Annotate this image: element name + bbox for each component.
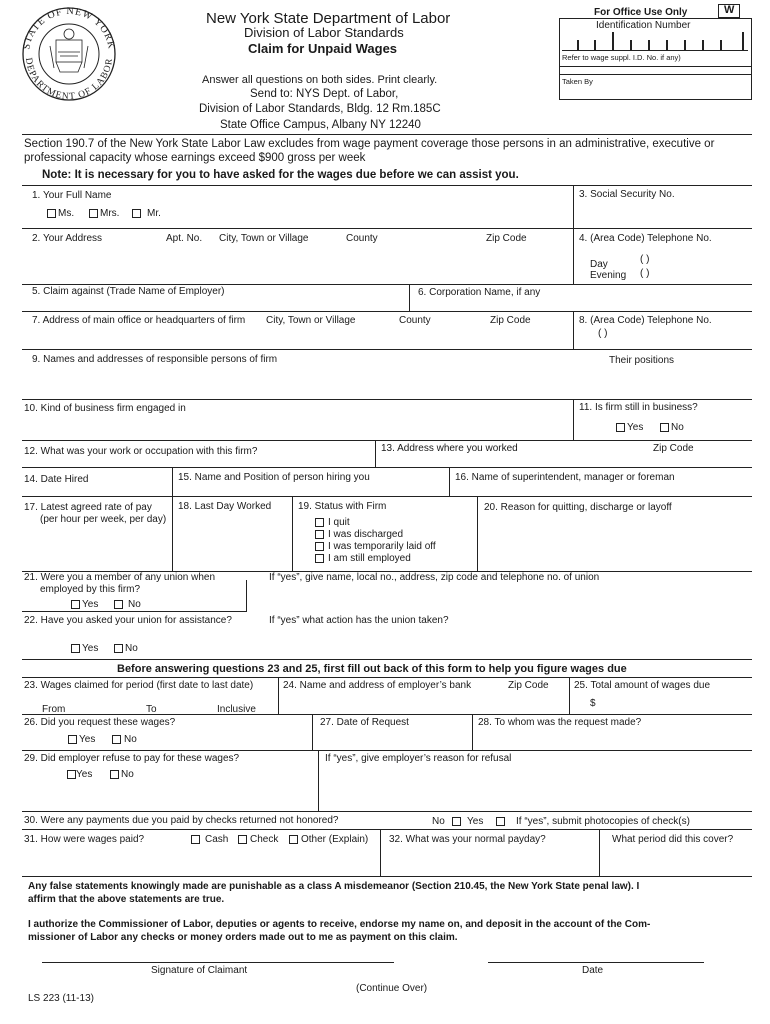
zip-label: Zip Code — [486, 233, 527, 244]
q30-no-label: No — [432, 816, 445, 827]
q2-address-label: 2. Your Address — [32, 233, 103, 244]
q10-business-label: 10. Kind of business firm engaged in — [24, 403, 186, 414]
evening-label: Evening — [590, 270, 627, 281]
svg-text:DEPARTMENT OF LABOR — [23, 57, 115, 102]
refer-label: Refer to wage suppl. I.D. No. if any) — [562, 53, 681, 62]
q1-full-name-label: 1. Your Full Name — [32, 190, 112, 201]
q7-county-label: County — [399, 315, 431, 326]
section-text-1: Section 190.7 of the New York State Labor Law excludes from wage payment coverage those persons in an administrative, executive or — [24, 138, 715, 150]
q21-yes-checkbox[interactable] — [71, 600, 80, 609]
q11-yes-label: Yes — [627, 422, 644, 433]
q32-payday-label: 32. What was your normal payday? — [389, 834, 546, 845]
office-code: W — [724, 4, 735, 16]
q14-date-hired-label: 14. Date Hired — [24, 474, 89, 485]
q29-yes-label: Yes — [76, 769, 93, 780]
q27-date-request-label: 27. Date of Request — [320, 717, 409, 728]
q16-superintendent-label: 16. Name of superintendent, manager or foreman — [455, 472, 675, 483]
q22-yes-label: Yes — [82, 643, 99, 654]
day-paren: ( ) — [640, 254, 650, 265]
q25-total-label: 25. Total amount of wages due — [574, 680, 711, 691]
q26-yes-label: Yes — [79, 734, 96, 745]
mr-label: Mr. — [147, 208, 161, 219]
q15-hiring-person-label: 15. Name and Position of person hiring you — [178, 472, 370, 483]
false-statement-line-1: Any false statements knowingly made are punishable as a class A misdemeanor (Section 210.45, the New York State penal law). I — [28, 881, 640, 892]
seal-top-text: STATE OF NEW YORK — [21, 6, 117, 51]
q11-no-label: No — [671, 422, 684, 433]
q9-persons-label: 9. Names and addresses of responsible persons of firm — [32, 354, 278, 365]
q8-paren: ( ) — [598, 328, 608, 339]
q29-refuse-label: 29. Did employer refuse to pay for these wages? — [24, 753, 240, 764]
form-number: LS 223 (11-13) — [28, 993, 94, 1004]
q24-bank-label: 24. Name and address of employer’s bank — [283, 680, 472, 691]
q4-phone-label: 4. (Area Code) Telephone No. — [579, 233, 712, 244]
dollar-sign: $ — [590, 698, 596, 709]
q29-no-checkbox[interactable] — [110, 770, 119, 779]
check-label: Check — [250, 834, 279, 845]
note-text: Note: It is necessary for you to have asked for the wages due before we can assist you. — [42, 169, 519, 181]
q22-no-checkbox[interactable] — [114, 644, 123, 653]
q19-discharged-label: I was discharged — [328, 529, 404, 540]
q3-ssn-label: 3. Social Security No. — [579, 189, 675, 200]
q28-whom-label: 28. To whom was the request made? — [478, 717, 642, 728]
id-number-label: Identification Number — [596, 20, 691, 31]
q30-if-yes-label: If “yes”, submit photocopies of check(s) — [516, 816, 690, 827]
q11-no-checkbox[interactable] — [660, 423, 669, 432]
q30-yes-label: Yes — [467, 816, 484, 827]
mrs-checkbox[interactable] — [89, 209, 98, 218]
q21-union-member-label: 21. Were you a member of any union when — [24, 572, 216, 583]
q26-yes-checkbox[interactable] — [68, 735, 77, 744]
send-to-text: Send to: NYS Dept. of Labor, — [250, 88, 399, 100]
q21-no-label: No — [128, 599, 141, 610]
q17-rate-label: 17. Latest agreed rate of pay — [24, 502, 152, 513]
other-label: Other (Explain) — [301, 834, 369, 845]
q22-yes-checkbox[interactable] — [71, 644, 80, 653]
city-label: City, Town or Village — [219, 233, 309, 244]
q7-zip-label: Zip Code — [490, 315, 531, 326]
q22-if-yes-label: If “yes” what action has the union taken? — [269, 615, 449, 626]
q13-work-address-label: 13. Address where you worked — [381, 443, 518, 454]
q19-still-employed-label: I am still employed — [328, 553, 411, 564]
q29-if-yes-label: If “yes”, give employer’s reason for refusal — [325, 753, 512, 764]
positions-label: Their positions — [609, 355, 675, 366]
to-label: To — [146, 704, 157, 715]
q17-rate-sub-label: (per hour per week, per day) — [40, 514, 167, 525]
q11-yes-checkbox[interactable] — [616, 423, 625, 432]
before-answering-note: Before answering questions 23 and 25, first fill out back of this form to help you figure wages due — [117, 663, 627, 675]
q19-quit-label: I quit — [328, 517, 350, 528]
authorize-line-2: missioner of Labor any checks or money orders made out to me as payment on this claim. — [28, 932, 458, 943]
ms-checkbox[interactable] — [47, 209, 56, 218]
section-text-2: professional capacity whose earnings exceed $900 gross per week — [24, 152, 366, 164]
q21-if-yes-label: If “yes”, give name, local no., address, zip code and telephone no. of union — [269, 572, 600, 583]
q21-union-member-sub-label: employed by this firm? — [40, 584, 141, 595]
form-title: Claim for Unpaid Wages — [248, 41, 398, 56]
q11-still-business-label: 11. Is firm still in business? — [579, 402, 698, 413]
q6-corporation-label: 6. Corporation Name, if any — [418, 287, 541, 298]
q13-zip-label: Zip Code — [653, 443, 694, 454]
q19-laid-off-checkbox[interactable] — [315, 542, 324, 551]
q26-request-label: 26. Did you request these wages? — [24, 717, 176, 728]
q5-employer-label: 5. Claim against (Trade Name of Employer) — [32, 286, 225, 297]
false-statement-line-2: affirm that the above statements are true. — [28, 894, 225, 905]
q22-no-label: No — [125, 643, 138, 654]
inclusive-label: Inclusive — [217, 704, 256, 715]
county-label: County — [346, 233, 378, 244]
send-address-1: Division of Labor Standards, Bldg. 12 Rm.185C — [199, 103, 441, 115]
svg-text:STATE OF NEW YORK — [21, 6, 117, 50]
apt-label: Apt. No. — [166, 233, 203, 244]
signature-label: Signature of Claimant — [151, 965, 248, 976]
ms-label: Ms. — [58, 208, 75, 219]
period-cover-label: What period did this cover? — [612, 834, 734, 845]
q18-last-day-label: 18. Last Day Worked — [178, 501, 272, 512]
q19-status-label: 19. Status with Firm — [298, 501, 387, 512]
send-address-2: State Office Campus, Albany NY 12240 — [220, 119, 421, 131]
cash-checkbox[interactable] — [191, 835, 200, 844]
day-label: Day — [590, 259, 608, 270]
cash-label: Cash — [205, 834, 229, 845]
q8-phone-label: 8. (Area Code) Telephone No. — [579, 315, 712, 326]
q19-still-employed-checkbox[interactable] — [315, 554, 324, 563]
date-line[interactable] — [488, 962, 704, 963]
q20-reason-label: 20. Reason for quitting, discharge or layoff — [484, 502, 672, 513]
q26-no-checkbox[interactable] — [112, 735, 121, 744]
evening-paren: ( ) — [640, 268, 650, 279]
q30-yes-checkbox[interactable] — [496, 817, 505, 826]
mr-checkbox[interactable] — [132, 209, 141, 218]
date-label: Date — [582, 965, 604, 976]
from-label: From — [42, 704, 66, 715]
taken-by-label: Taken By — [562, 77, 593, 86]
authorize-line-1: I authorize the Commissioner of Labor, deputies or agents to receive, endorse my name on, and deposit in the account of the Com- — [28, 919, 651, 930]
q24-zip-label: Zip Code — [508, 680, 549, 691]
q21-yes-label: Yes — [82, 599, 99, 610]
q22-union-assist-label: 22. Have you asked your union for assistance? — [24, 615, 232, 626]
q26-no-label: No — [124, 734, 137, 745]
q30-checks-label: 30. Were any payments due you paid by checks returned not honored? — [24, 815, 339, 826]
q7-headquarters-label: 7. Address of main office or headquarters of firm — [32, 315, 246, 326]
q29-no-label: No — [121, 769, 134, 780]
q31-paid-label: 31. How were wages paid? — [24, 834, 145, 845]
q23-period-label: 23. Wages claimed for period (first date to last date) — [24, 680, 254, 691]
q21-no-checkbox[interactable] — [114, 600, 123, 609]
q29-yes-checkbox[interactable] — [67, 770, 76, 779]
nys-seal-logo — [14, 6, 124, 102]
q7-city-label: City, Town or Village — [266, 315, 356, 326]
other-checkbox[interactable] — [289, 835, 298, 844]
dept-title: New York State Department of Labor — [206, 10, 451, 27]
signature-line[interactable] — [42, 962, 394, 963]
q19-discharged-checkbox[interactable] — [315, 530, 324, 539]
division-title: Division of Labor Standards — [244, 25, 404, 40]
q19-quit-checkbox[interactable] — [315, 518, 324, 527]
office-use-title: For Office Use Only — [594, 7, 688, 18]
q19-laid-off-label: I was temporarily laid off — [328, 541, 436, 552]
check-checkbox[interactable] — [238, 835, 247, 844]
q30-no-checkbox[interactable] — [452, 817, 461, 826]
seal-bottom-text: DEPARTMENT OF LABOR — [22, 57, 116, 102]
q12-occupation-label: 12. What was your work or occupation with this firm? — [24, 446, 258, 457]
continue-over-label: (Continue Over) — [356, 983, 428, 994]
mrs-label: Mrs. — [100, 208, 120, 219]
instructions-text: Answer all questions on both sides. Print clearly. — [202, 74, 438, 86]
